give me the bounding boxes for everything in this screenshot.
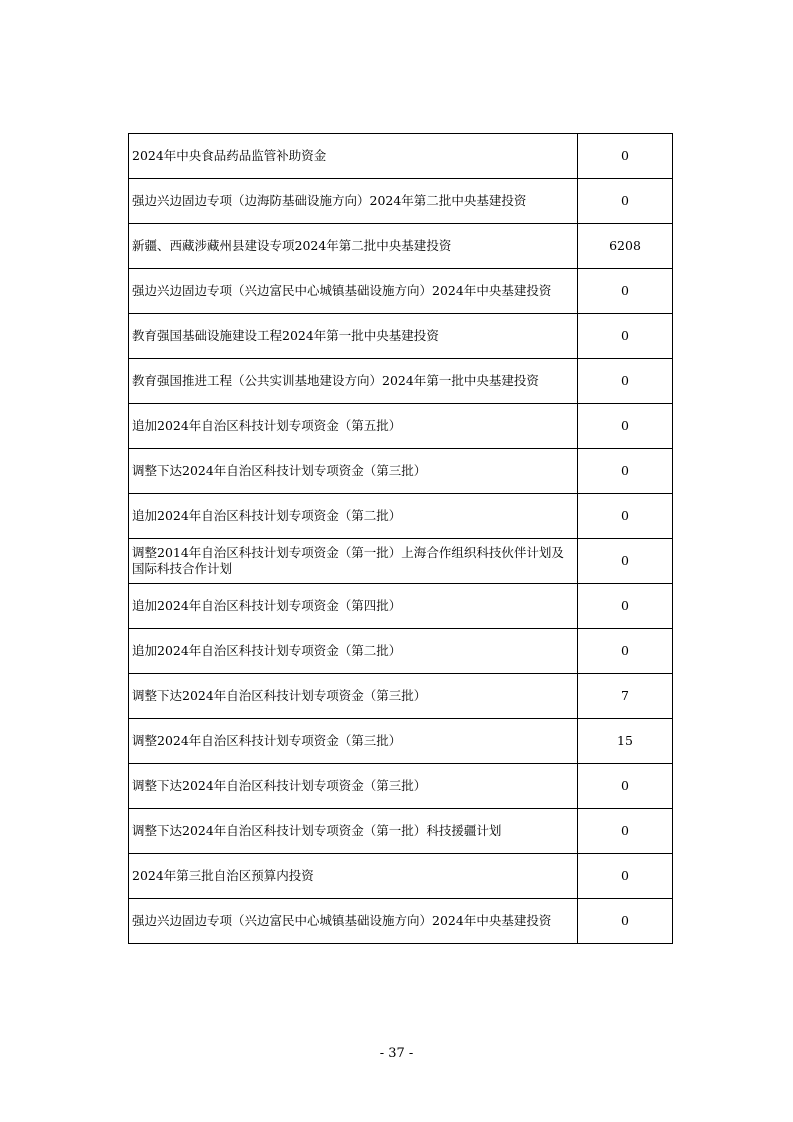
fund-name-cell: 强边兴边固边专项（兴边富民中心城镇基础设施方向）2024年中央基建投资 xyxy=(129,269,578,314)
fund-value-cell: 0 xyxy=(578,854,673,899)
fund-name-cell: 调整2024年自治区科技计划专项资金（第三批） xyxy=(129,719,578,764)
fund-name-cell: 调整2014年自治区科技计划专项资金（第一批）上海合作组织科技伙伴计划及国际科技合作计划 xyxy=(129,539,578,584)
fund-value-cell: 0 xyxy=(578,584,673,629)
fund-value-cell: 0 xyxy=(578,539,673,584)
table-row xyxy=(129,854,673,899)
table-row xyxy=(129,809,673,854)
table-row xyxy=(129,134,673,179)
table-row xyxy=(129,764,673,809)
table-row xyxy=(129,629,673,674)
fund-name-cell: 追加2024年自治区科技计划专项资金（第四批） xyxy=(129,584,578,629)
fund-name-cell: 调整下达2024年自治区科技计划专项资金（第三批） xyxy=(129,674,578,719)
fund-name-cell: 调整下达2024年自治区科技计划专项资金（第三批） xyxy=(129,449,578,494)
fund-name-cell: 教育强国推进工程（公共实训基地建设方向）2024年第一批中央基建投资 xyxy=(129,359,578,404)
fund-value-cell: 0 xyxy=(578,359,673,404)
fund-name-cell: 调整下达2024年自治区科技计划专项资金（第一批）科技援疆计划 xyxy=(129,809,578,854)
table-row xyxy=(129,404,673,449)
table-row xyxy=(129,179,673,224)
fund-value-cell: 0 xyxy=(578,404,673,449)
table-row xyxy=(129,269,673,314)
fund-name-cell: 追加2024年自治区科技计划专项资金（第五批） xyxy=(129,404,578,449)
fund-value-cell: 0 xyxy=(578,179,673,224)
fund-value-cell: 0 xyxy=(578,494,673,539)
table-row xyxy=(129,359,673,404)
fund-name-cell: 强边兴边固边专项（兴边富民中心城镇基础设施方向）2024年中央基建投资 xyxy=(129,899,578,944)
fund-value-cell: 0 xyxy=(578,314,673,359)
page-number: - 37 - xyxy=(379,1046,414,1061)
table-row xyxy=(129,314,673,359)
fund-name-cell: 新疆、西藏涉藏州县建设专项2024年第二批中央基建投资 xyxy=(129,224,578,269)
fund-table-body xyxy=(129,134,673,944)
fund-value-cell: 0 xyxy=(578,449,673,494)
fund-name-cell: 2024年第三批自治区预算内投资 xyxy=(129,854,578,899)
fund-value-cell: 7 xyxy=(578,674,673,719)
fund-value-cell: 0 xyxy=(578,269,673,314)
fund-value-cell: 0 xyxy=(578,764,673,809)
fund-value-cell: 0 xyxy=(578,899,673,944)
table-row xyxy=(129,584,673,629)
fund-value-cell: 0 xyxy=(578,809,673,854)
table-row xyxy=(129,224,673,269)
fund-name-cell: 2024年中央食品药品监管补助资金 xyxy=(129,134,578,179)
fund-value-cell: 0 xyxy=(578,134,673,179)
table-row xyxy=(129,674,673,719)
table-row xyxy=(129,494,673,539)
table-row xyxy=(129,539,673,584)
fund-name-cell: 强边兴边固边专项（边海防基础设施方向）2024年第二批中央基建投资 xyxy=(129,179,578,224)
fund-value-cell: 6208 xyxy=(578,224,673,269)
table-row xyxy=(129,449,673,494)
fund-value-cell: 0 xyxy=(578,629,673,674)
fund-name-cell: 追加2024年自治区科技计划专项资金（第二批） xyxy=(129,629,578,674)
table-row xyxy=(129,899,673,944)
fund-table xyxy=(128,133,673,944)
table-row xyxy=(129,719,673,764)
fund-value-cell: 15 xyxy=(578,719,673,764)
fund-name-cell: 教育强国基础设施建设工程2024年第一批中央基建投资 xyxy=(129,314,578,359)
fund-name-cell: 调整下达2024年自治区科技计划专项资金（第三批） xyxy=(129,764,578,809)
fund-name-cell: 追加2024年自治区科技计划专项资金（第二批） xyxy=(129,494,578,539)
